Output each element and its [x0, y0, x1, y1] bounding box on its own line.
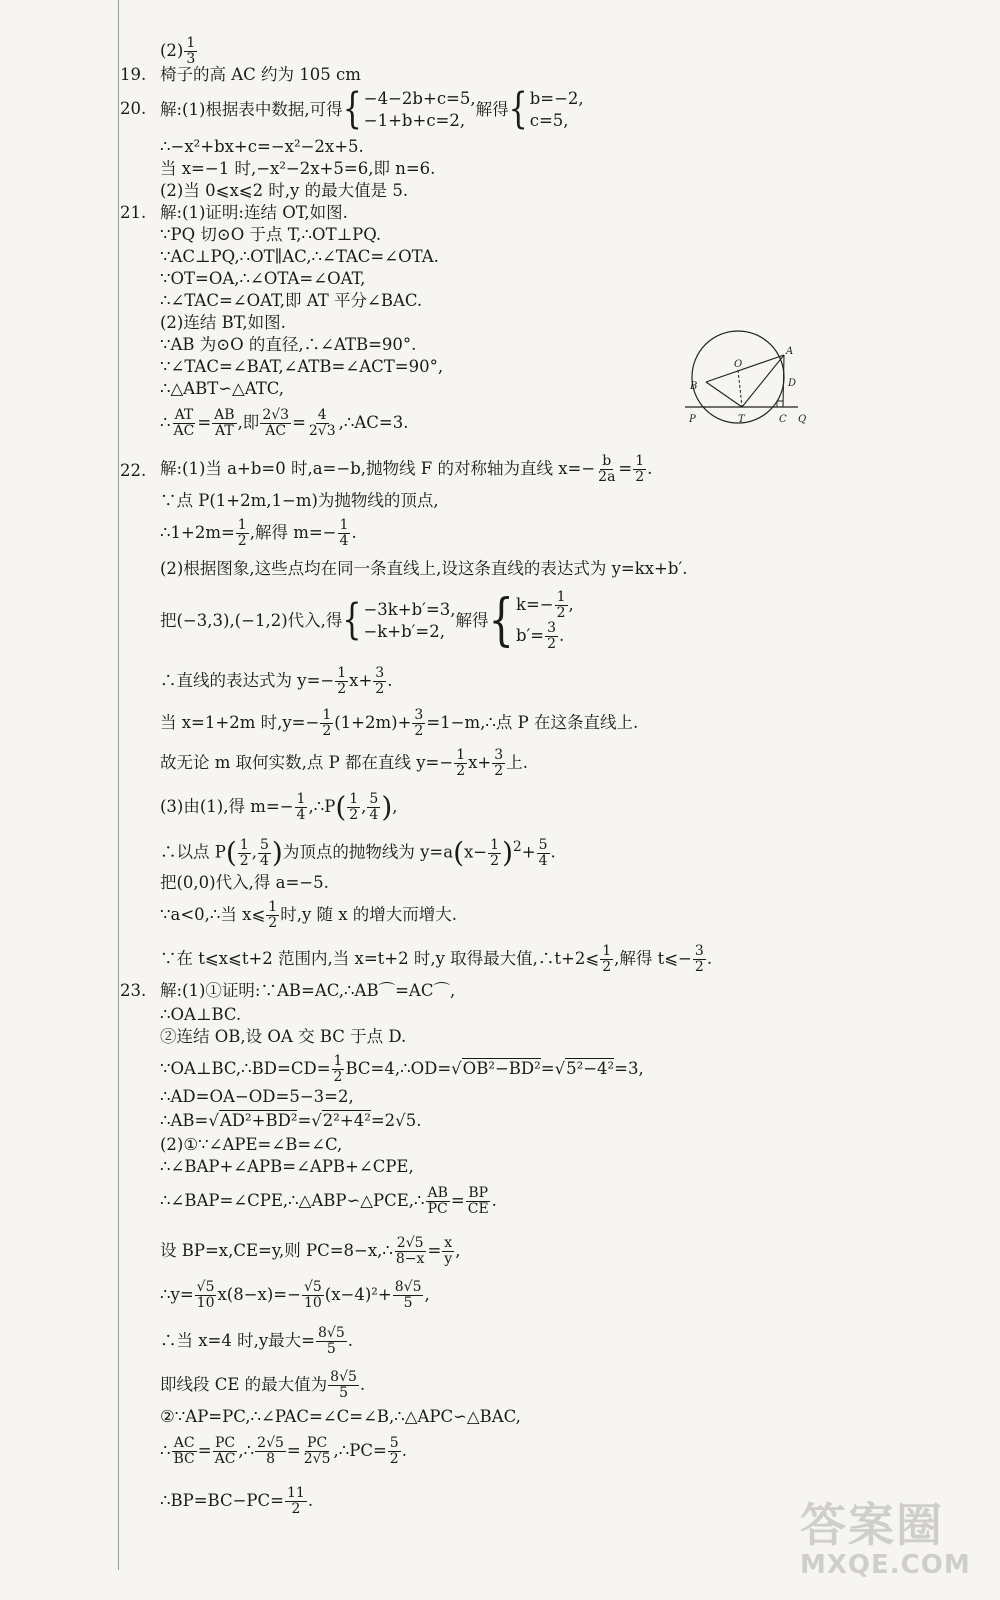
q19-number: 19. — [120, 65, 147, 84]
q20-line1: 解:(1)根据表中数据,可得{ −4−2b+c=5, −1+b+c=2, 解得{ b=−2, c=5, — [160, 84, 584, 134]
q18-tail: (2) $\frac{1}{3}$ — [160, 35, 196, 67]
q22-line6: ∴直线的表达式为 y=− $\frac{1}{2}$ x+ $\frac{3}{2}$ . — [160, 665, 393, 697]
q20-number: 20. — [120, 99, 147, 118]
q23-line5: ∴AD=OA−OD=5−3=2, — [160, 1087, 354, 1106]
label-Q: Q — [798, 414, 807, 425]
q22-number: 22. — [120, 461, 147, 480]
q22-line11: 把(0,0)代入,得 a=−5. — [160, 873, 329, 892]
q22-line3: ∴1+2m= $\frac{1}{2}$ ,解得 m=− $\frac{1}{4}$ . — [160, 517, 357, 549]
label-O: O — [734, 359, 743, 370]
q22-line1: 解:(1)当 a+b=0 时,a=−b,抛物线 F 的对称轴为直线 x=− $\frac{b}{2a}$ = $\frac{1}{2}$ . — [160, 453, 653, 485]
q23-line10: 设 BP=x,CE=y,则 PC=8−x,∴ $\frac{2√5}{8-x}$ = $\frac{x}{y}$ , — [160, 1235, 461, 1267]
q22-line7: 当 x=1+2m 时,y=− $\frac{1}{2}$ (1+2m)+ $\frac{3}{2}$ =1−m,∴点 P 在这条直线上. — [160, 707, 639, 739]
q22-line5: 把(−3,3),(−1,2)代入,得{ −3k+b′=3, −k+b′=2, 解得{ k=− $\frac{1}{2}$ , b′= $\frac{3}{2}$ . — [160, 588, 574, 654]
label-T: T — [738, 414, 745, 425]
label-P: P — [689, 414, 696, 425]
label-B: B — [690, 381, 698, 392]
q21-line-fraction: ∴ $\frac{AT}{AC}$ = $\frac{AB}{AT}$ ,即 $\frac{2√3}{AC}$ = $\frac{4}{2√3}$ ,∴AC=3. — [160, 407, 409, 439]
q23-number: 23. — [120, 981, 147, 1000]
q23-line7: (2)①∵∠APE=∠B=∠C, — [160, 1135, 343, 1154]
q23-line15: ∴ $\frac{AC}{BC}$ = $\frac{PC}{AC}$ ,∴ $\frac{2√5}{8}$ = $\frac{PC}{2√5}$ ,∴PC= $\frac{5}{2}$ . — [160, 1435, 407, 1467]
q23-line1: 解:(1)①证明:∵AB=AC,∴AB⌒=AC⌒, — [160, 981, 456, 1000]
q21-line: ∵PQ 切⊙O 于点 T,∴OT⊥PQ. — [160, 225, 382, 244]
q23-line4: ∵OA⊥BC,∴BD=CD= $\frac{1}{2}$ BC=4,∴OD=√OB²−BD²=√5²−4²=3, — [160, 1053, 644, 1085]
q21-number: 21. — [120, 203, 147, 222]
q23-line2: ∴OA⊥BC. — [160, 1005, 242, 1024]
q23-line11: ∴y= $\frac{√5}{10}$ x(8−x)=− $\frac{√5}{10}$ (x−4)²+ $\frac{8√5}{5}$ , — [160, 1279, 430, 1311]
q21-line: (2)连结 BT,如图. — [160, 313, 286, 332]
q23-line13: 即线段 CE 的最大值为 $\frac{8√5}{5}$ . — [160, 1369, 366, 1401]
q21-line: ∵AC⊥PQ,∴OT∥AC,∴∠TAC=∠OTA. — [160, 247, 439, 266]
watermark-title: 答案圈 — [800, 1498, 944, 1552]
q22-line9: (3)由(1),得 m=− $\frac{1}{4}$ ,∴P( $\frac{1}{2}$ , $\frac{5}{4}$ ), — [160, 790, 398, 824]
watermark-url: MXQE.COM — [800, 1550, 971, 1580]
label-C: C — [779, 414, 787, 425]
q22-line2: ∵点 P(1+2m,1−m)为抛物线的顶点, — [160, 491, 439, 510]
circle-tangent-figure — [680, 330, 820, 430]
q22-line13: ∵在 t⩽x⩽t+2 范围内,当 x=t+2 时,y 取得最大值,∴t+2⩽ $\frac{1}{2}$ ,解得 t⩽− $\frac{3}{2}$ . — [160, 943, 713, 975]
q21-line: ∴∠TAC=∠OAT,即 AT 平分∠BAC. — [160, 291, 423, 310]
q22-line8: 故无论 m 取何实数,点 P 都在直线 y=− $\frac{1}{2}$ x+ $\frac{3}{2}$ 上. — [160, 747, 528, 779]
q23-line16: ∴BP=BC−PC= $\frac{11}{2}$ . — [160, 1485, 314, 1517]
q21-line: 解:(1)证明:连结 OT,如图. — [160, 203, 348, 222]
q23-line6: ∴AB=√AD²+BD²=√2²+4²=2√5. — [160, 1111, 422, 1130]
q22-line12: ∵a<0,∴当 x⩽ $\frac{1}{2}$ 时,y 随 x 的增大而增大. — [160, 899, 458, 931]
q23-line14: ②∵AP=PC,∴∠PAC=∠C=∠B,∴△APC∽△BAC, — [160, 1407, 521, 1426]
q22-line10: ∴以点 P( $\frac{1}{2}$ , $\frac{5}{4}$ )为顶点的抛物线为 y=a(x− $\frac{1}{2}$ )$^2$+ $\frac{5}{4}$ . — [160, 836, 556, 869]
watermark-logo — [800, 1500, 985, 1595]
q21-line: ∵AB 为⊙O 的直径,∴∠ATB=90°. — [160, 335, 417, 354]
q21-line: ∵∠TAC=∠BAT,∠ATB=∠ACT=90°, — [160, 357, 444, 376]
q21-line: ∴△ABT∽△ATC, — [160, 379, 285, 398]
label-A: A — [786, 346, 794, 357]
q20-line3: 当 x=−1 时,−x²−2x+5=6,即 n=6. — [160, 159, 436, 178]
q20-line2: ∴−x²+bx+c=−x²−2x+5. — [160, 137, 364, 156]
q21-line: ∵OT=OA,∴∠OTA=∠OAT, — [160, 269, 366, 288]
q23-line3: ②连结 OB,设 OA 交 BC 于点 D. — [160, 1027, 407, 1046]
margin-line — [118, 0, 119, 1570]
q23-line8: ∴∠BAP+∠APB=∠APB+∠CPE, — [160, 1157, 414, 1176]
label-D: D — [788, 378, 797, 389]
q19-text: 椅子的高 AC 约为 105 cm — [160, 65, 361, 84]
q23-line9: ∴∠BAP=∠CPE,∴△ABP∽△PCE,∴ $\frac{AB}{PC}$ = $\frac{BP}{CE}$ . — [160, 1185, 497, 1217]
q20-line4: (2)当 0⩽x⩽2 时,y 的最大值是 5. — [160, 181, 409, 200]
q22-line4: (2)根据图象,这些点均在同一条直线上,设这条直线的表达式为 y=kx+b′. — [160, 559, 688, 578]
q23-line12: ∴当 x=4 时,y最大= $\frac{8√5}{5}$ . — [160, 1325, 354, 1357]
